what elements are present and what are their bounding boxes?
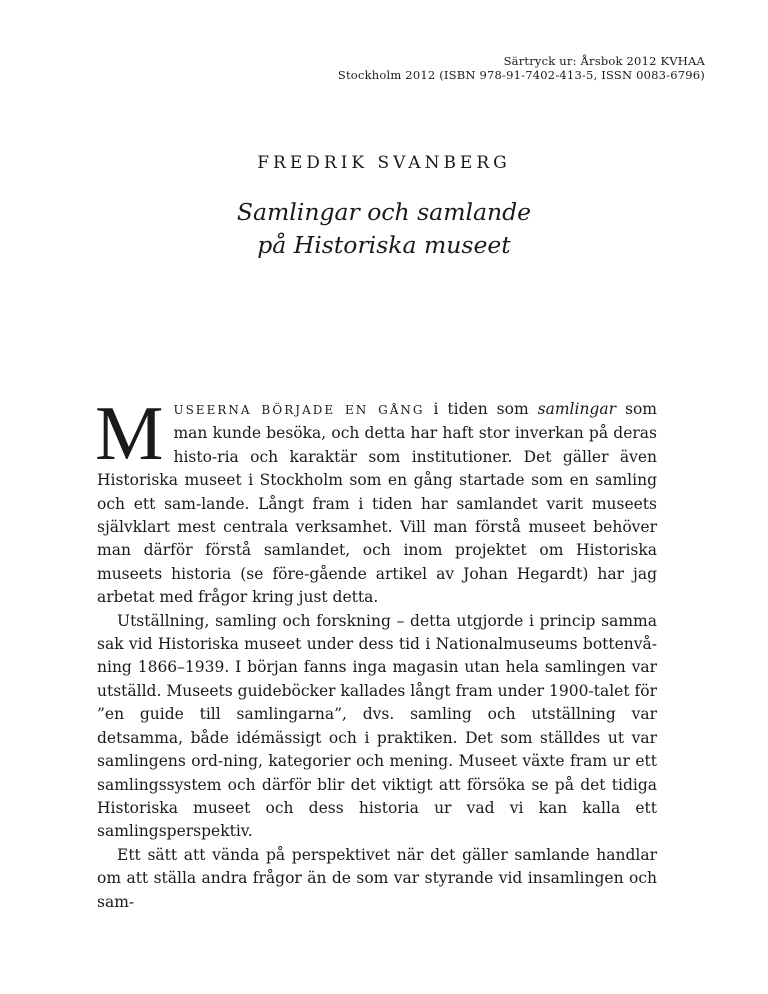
paragraph-3: Ett sätt att vända på perspektivet när det gäller samlande handlar om att ställa andra frågor än de som var styrande vid insamlingen och sam- bbox=[97, 845, 657, 911]
title-line-2: på Historiska museet bbox=[257, 231, 511, 259]
header-line-2: Stockholm 2012 (ISBN 978-91-7402-413-5, ISSN 0083-6796) bbox=[337, 68, 705, 82]
header-line-1: Särtryck ur: Årsbok 2012 KVHAA bbox=[503, 54, 705, 68]
paragraph-1-text-b: som man kunde besöka, och detta har haft stor inverkan på deras histo-ria och karaktär som institutioner. Det gäller även Historiska museet i Stockholm som en gång startade som en samling och ett sam-lande. Långt fram i tiden har samlandet varit museets självklart mest centrala verksamhet. Vill man förstå museet behöver man därför förstå samlandet, och inom projektet om Historiska museets historia (se före-gående artikel av Johan Hegardt) har jag arbetat med frågor kring just detta. bbox=[97, 400, 657, 607]
author-name: FREDRIK SVANBERG bbox=[257, 153, 511, 173]
offprint-header bbox=[338, 54, 705, 82]
paragraph-2: Utställning, samling och forskning – detta utgjorde i princip samma sak vid Historiska museet under dess tid i Nationalmuseums bottenvå-ning 1866–1939. I början fanns inga magasin utan hela samlingen var utställd. Museets guideböcker kallades långt fram under 1900-talet för ”en guide till samlingarna”, dvs. samling och utställning var detsamma, både idémässigt och i praktiken. Det som ställdes ut var samlingens ord-ning, kategorier och mening. Museet växte fram ur ett samlingssystem och därför blir det viktigt att försöka se på det tidiga Historiska museet och dess historia ur vad vi kan kalla ett samlingsperspektiv. bbox=[97, 611, 657, 841]
title-line-1: Samlingar och samlande bbox=[236, 198, 532, 226]
article-title bbox=[0, 196, 768, 262]
lead-in-smallcaps: USEERNA BÖRJADE EN GÅNG bbox=[173, 403, 425, 417]
paragraph-1-text-a: i tiden som bbox=[424, 400, 538, 418]
paragraph-1 bbox=[95, 390, 657, 610]
drop-cap: M bbox=[95, 390, 164, 476]
article-body bbox=[95, 390, 657, 914]
emphasis-samlingar: samlingar bbox=[537, 400, 617, 418]
